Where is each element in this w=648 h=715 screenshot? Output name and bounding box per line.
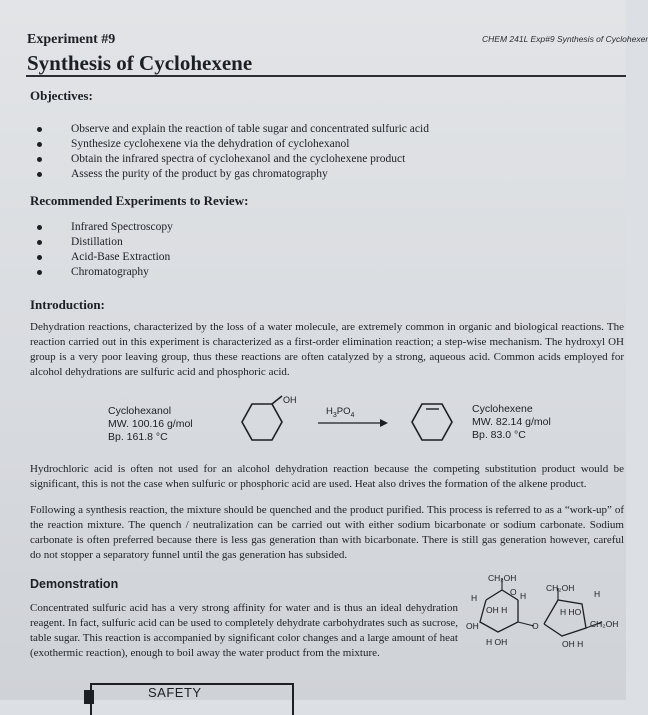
recommended-heading: Recommended Experiments to Review: bbox=[30, 193, 249, 208]
product-name: Cyclohexene bbox=[472, 403, 533, 415]
catalyst-label: $H_3PO_4$ bbox=[326, 406, 355, 419]
sucrose-oh-h-bottom: OH H bbox=[562, 639, 584, 649]
sucrose-oh-left: OH bbox=[466, 621, 479, 631]
sucrose-o-bridge: O bbox=[532, 621, 539, 631]
objectives-list bbox=[71, 122, 429, 182]
demonstration-paragraph: Concentrated sulfuric acid has a very strong affinity for water and is thus an ideal dehydration reagent. In fact, sulfuric acid can be used to completely dehydrate carbohydrates such as sucrose, table sugar. This reaction is accompanied by significant color changes and a large amount of heat (exothermic reaction), enough to boil away the water product from the mixture. bbox=[30, 602, 458, 659]
title-divider bbox=[26, 75, 626, 77]
demonstration-heading: Demonstration bbox=[30, 577, 119, 591]
hcl-paragraph: Hydrochloric acid is often not used for an alcohol dehydration reaction because the competing substitution product would be significant, this is not the case when sulfuric or phosphoric acid are used. Heat also drives the formation of the alkene product. bbox=[30, 463, 624, 490]
bullet-icon bbox=[37, 142, 42, 147]
sucrose-ch2oh-far: CH₂OH bbox=[590, 619, 619, 629]
list-item: Synthesize cyclohexene via the dehydration of cyclohexanol bbox=[71, 137, 429, 152]
bullet-icon bbox=[37, 157, 42, 162]
reactant-name: Cyclohexanol bbox=[108, 405, 172, 417]
sucrose-h-right: H bbox=[594, 589, 601, 599]
sucrose-h-left: H bbox=[471, 593, 478, 603]
list-item: Distillation bbox=[71, 235, 173, 250]
page-title: Synthesis of Cyclohexene bbox=[27, 51, 253, 75]
safety-heading: SAFETY bbox=[148, 685, 202, 700]
sucrose-h-left-2: H bbox=[520, 591, 527, 601]
sucrose-structure bbox=[462, 570, 626, 665]
workup-paragraph: Following a synthesis reaction, the mixture should be quenched and the product purified. This process is referred to as a “work-up” of the reaction mixture. The quench / neutralization can be carried out with either sodium bicarbonate or sodium carbonate. Sodium carbonate is often preferred because there is less gas generation than with bicarbonate. There is still gas generation however, careful do not stopper a separatory funnel until the gas generation has subsided. bbox=[30, 504, 624, 561]
reactant-mw: MW. 100.16 g/mol bbox=[108, 418, 193, 430]
reaction-scheme bbox=[30, 390, 626, 465]
list-item: Obtain the infrared spectra of cyclohexanol and the cyclohexene product bbox=[71, 152, 429, 167]
bullet-icon bbox=[37, 172, 42, 177]
bullet-icon bbox=[37, 127, 42, 132]
sucrose-oh-h: OH H bbox=[486, 605, 508, 615]
introduction-paragraph: Dehydration reactions, characterized by the loss of a water molecule, are extremely common in organic and biological reactions. The reaction carried out in this experiment is characterized as a first-order elimination reaction; a step-wise mechanism. The hydroxyl OH group is a very poor leaving group, thus these reactions are often catalyzed by a strong, aqueous acid. Common acids employed for alcohol dehydrations are sulfuric acid and phosphoric acid. bbox=[30, 321, 624, 378]
course-info-header: CHEM 241L Exp#9 Synthesis of Cyclohexer bbox=[482, 34, 648, 44]
introduction-heading: Introduction: bbox=[30, 297, 105, 312]
recommended-list bbox=[71, 220, 173, 280]
bullet-icon bbox=[37, 270, 42, 275]
sucrose-ch2oh-right: CH₂OH bbox=[546, 583, 575, 593]
list-item: Assess the purity of the product by gas chromatography bbox=[71, 167, 429, 182]
bullet-icon bbox=[37, 225, 42, 230]
cyclohexene-structure bbox=[398, 394, 468, 454]
sucrose-h-ho: H HO bbox=[560, 607, 582, 617]
experiment-number: Experiment #9 bbox=[27, 32, 116, 47]
product-bp: Bp. 83.0 °C bbox=[472, 429, 526, 441]
objectives-heading: Objectives: bbox=[30, 88, 93, 103]
list-item: Infrared Spectroscopy bbox=[71, 220, 173, 235]
bullet-icon bbox=[37, 255, 42, 260]
list-item: Observe and explain the reaction of table sugar and concentrated sulfuric acid bbox=[71, 122, 429, 137]
hydroxyl-label: OH bbox=[283, 395, 297, 405]
reactant-bp: Bp. 161.8 °C bbox=[108, 431, 168, 443]
list-item: Chromatography bbox=[71, 265, 173, 280]
product-mw: MW. 82.14 g/mol bbox=[472, 416, 551, 428]
bullet-icon bbox=[37, 240, 42, 245]
sucrose-h-oh: H OH bbox=[486, 637, 508, 647]
list-item: Acid-Base Extraction bbox=[71, 250, 173, 265]
sucrose-o-left: O bbox=[510, 587, 517, 597]
sucrose-ch2oh-left: CH₂OH bbox=[488, 573, 517, 583]
reaction-arrow-icon bbox=[318, 418, 388, 428]
